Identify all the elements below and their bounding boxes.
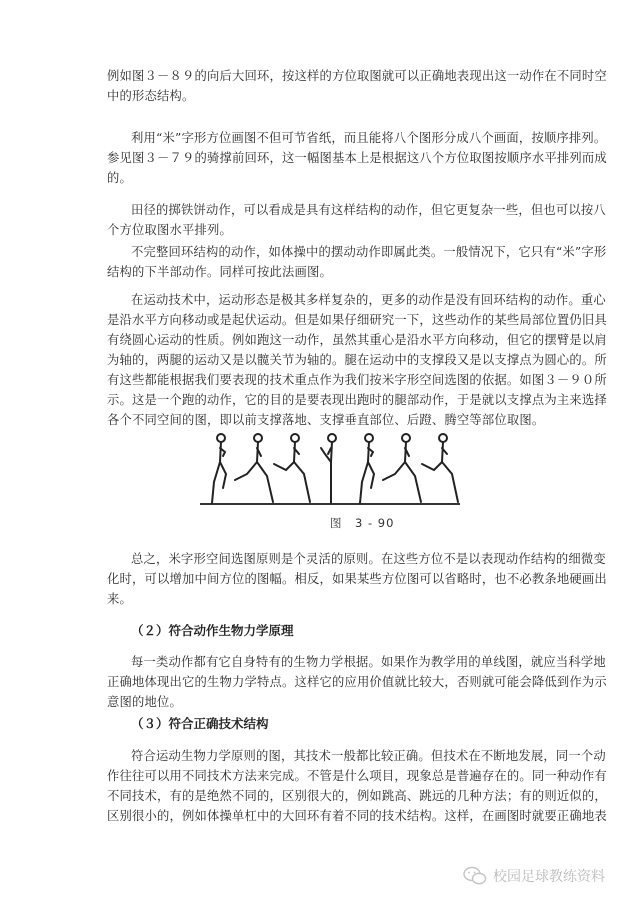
runner-torso [368, 442, 369, 462]
runner-legs [360, 462, 374, 503]
runner-torso [257, 442, 258, 462]
text-line: 不同技术，有的是绝然不同的，区别很大的，例如跳高、跳远的几种方法；有的则近似的， [107, 789, 607, 803]
text-line: 是沿水平方向移动或是起伏运动。但是如果仔细研究一下，这些动作的某些局部位置仍旧具 [107, 313, 607, 327]
paragraph-1 [107, 66, 607, 106]
runner-torso [294, 442, 295, 462]
paragraph-6 [107, 549, 607, 609]
paragraph-8 [107, 746, 607, 826]
text-line: 在运动技术中，运动形态是极其多样复杂的，更多的动作是没有回环结构的动作。重心 [131, 293, 606, 307]
runner-head [291, 434, 299, 442]
runner-figure [235, 434, 273, 502]
runner-legs [274, 462, 310, 502]
watermark [463, 866, 605, 886]
runner-torso [331, 442, 332, 462]
paragraph-2 [107, 128, 607, 188]
runner-torso [442, 442, 443, 462]
runner-head [328, 434, 336, 442]
runner-legs [321, 448, 331, 503]
runner-head [439, 434, 447, 442]
runner-head [254, 434, 262, 442]
paragraph-4 [107, 242, 607, 282]
text-line: 中的形态结构。 [107, 89, 195, 103]
text-line: 化时，可以增加中间方位的图幅。相反，如果某些方位图可以省略时，也不必教条地硬画出 [107, 572, 607, 586]
text-line: 田径的掷铁饼动作，可以看成是具有这样结构的动作，但它更复杂一些，但也可以按八 [131, 203, 606, 217]
text-line: 符合运动生物力学原则的图，其技术一般都比较正确。但技术在不断地发展，同一个动 [131, 749, 606, 763]
runner-head [402, 434, 410, 442]
text-line: 有这些都能根据我们要表现的技术重点作为我们按米字形空间选图的依据。如图３－９０所 [107, 373, 607, 387]
text-line: 区别很小的，例如体操单杠中的大回环有着不同的技术结构。这样，在画图时就要正确地表 [107, 809, 607, 823]
text-line: 为轴的，两腿的运动又是以髋关节为轴的。腿在运动中的支撑段又是以支撑点为圆心的。所 [107, 353, 607, 367]
runner-figure [360, 434, 374, 503]
runner-legs [383, 462, 421, 502]
text-line: 不完整回环结构的动作，如体操中的摆动动作即属此类。一般情况下，它只有“米”字形 [131, 245, 607, 259]
runner-legs [235, 462, 273, 502]
text-line: 个方位取图水平排列。 [107, 223, 232, 237]
paragraph-3 [107, 200, 606, 240]
text-line: 总之，米字形空间选图原则是个灵活的原则。在这些方位不是以表现动作结构的细微变 [131, 552, 606, 566]
text-line: 结构的下半部动作。同样可按此法画图。 [107, 265, 332, 279]
runner-figure [383, 434, 421, 502]
runner-figure [212, 434, 226, 503]
paragraph-7 [107, 652, 607, 712]
text-line: 例如图３－８９的向后大回环，按这样的方位取图就可以正确地表现出这一动作在不同时空 [107, 69, 607, 83]
section-heading-3: （３）符合正确技术结构 [131, 716, 269, 731]
text-line: 的。 [107, 171, 132, 185]
runner-head [365, 434, 373, 442]
runner-figure [321, 434, 336, 503]
text-line: 意图的地位。 [107, 695, 182, 709]
runner-figure [274, 434, 310, 502]
text-line: 来。 [107, 592, 132, 606]
text-line: 有绕圆心运动的性质。例如跑这一动作，虽然其重心是沿水平方向移动，但它的摆臂是以肩 [107, 333, 607, 347]
text-line: 正确地体现出它的生物力学特点。这样它的应用价值就比较大，否则就可能会降低到作为示 [107, 675, 607, 689]
figure-caption: 图 3 - 90 [330, 516, 395, 530]
runner-torso [405, 442, 406, 462]
text-line: 每一类动作都有它自身特有的生物力学根据。如果作为教学用的单线图，就应当科学地 [131, 655, 606, 669]
text-line: 作往往可以用不同技术方法来完成。不管是什么项目，现象总是普遍存在的。同一种动作有 [107, 769, 607, 783]
section-heading-2: （２）符合动作生物力学原理 [131, 623, 294, 638]
runner-head [217, 434, 225, 442]
runner-figure [422, 434, 458, 502]
watermark-text: 校园足球教练资料 [493, 869, 605, 885]
wechat-icon [463, 866, 487, 886]
runner-torso [220, 442, 221, 462]
text-line: 各个不同空间的图，即以前支撑落地、支撑垂直部位、后蹬、腾空等部位取图。 [107, 413, 545, 427]
runner-legs [212, 462, 226, 503]
text-line: 参见图３－７９的骑撑前回环，这一幅图基本上是根据这八个方位取图按顺序水平排列而成 [107, 151, 607, 165]
paragraph-5 [107, 290, 607, 430]
text-line: 示。这是一个跑的动作，它的目的是要表现出跑时的腿部动作，于是就以支撑点为主来选择 [107, 393, 607, 407]
text-line: 利用“米”字形方位画图不但可节省纸，而且能将八个图形分成八个画面，按顺序排列。 [131, 131, 607, 145]
runner-legs [422, 462, 458, 502]
